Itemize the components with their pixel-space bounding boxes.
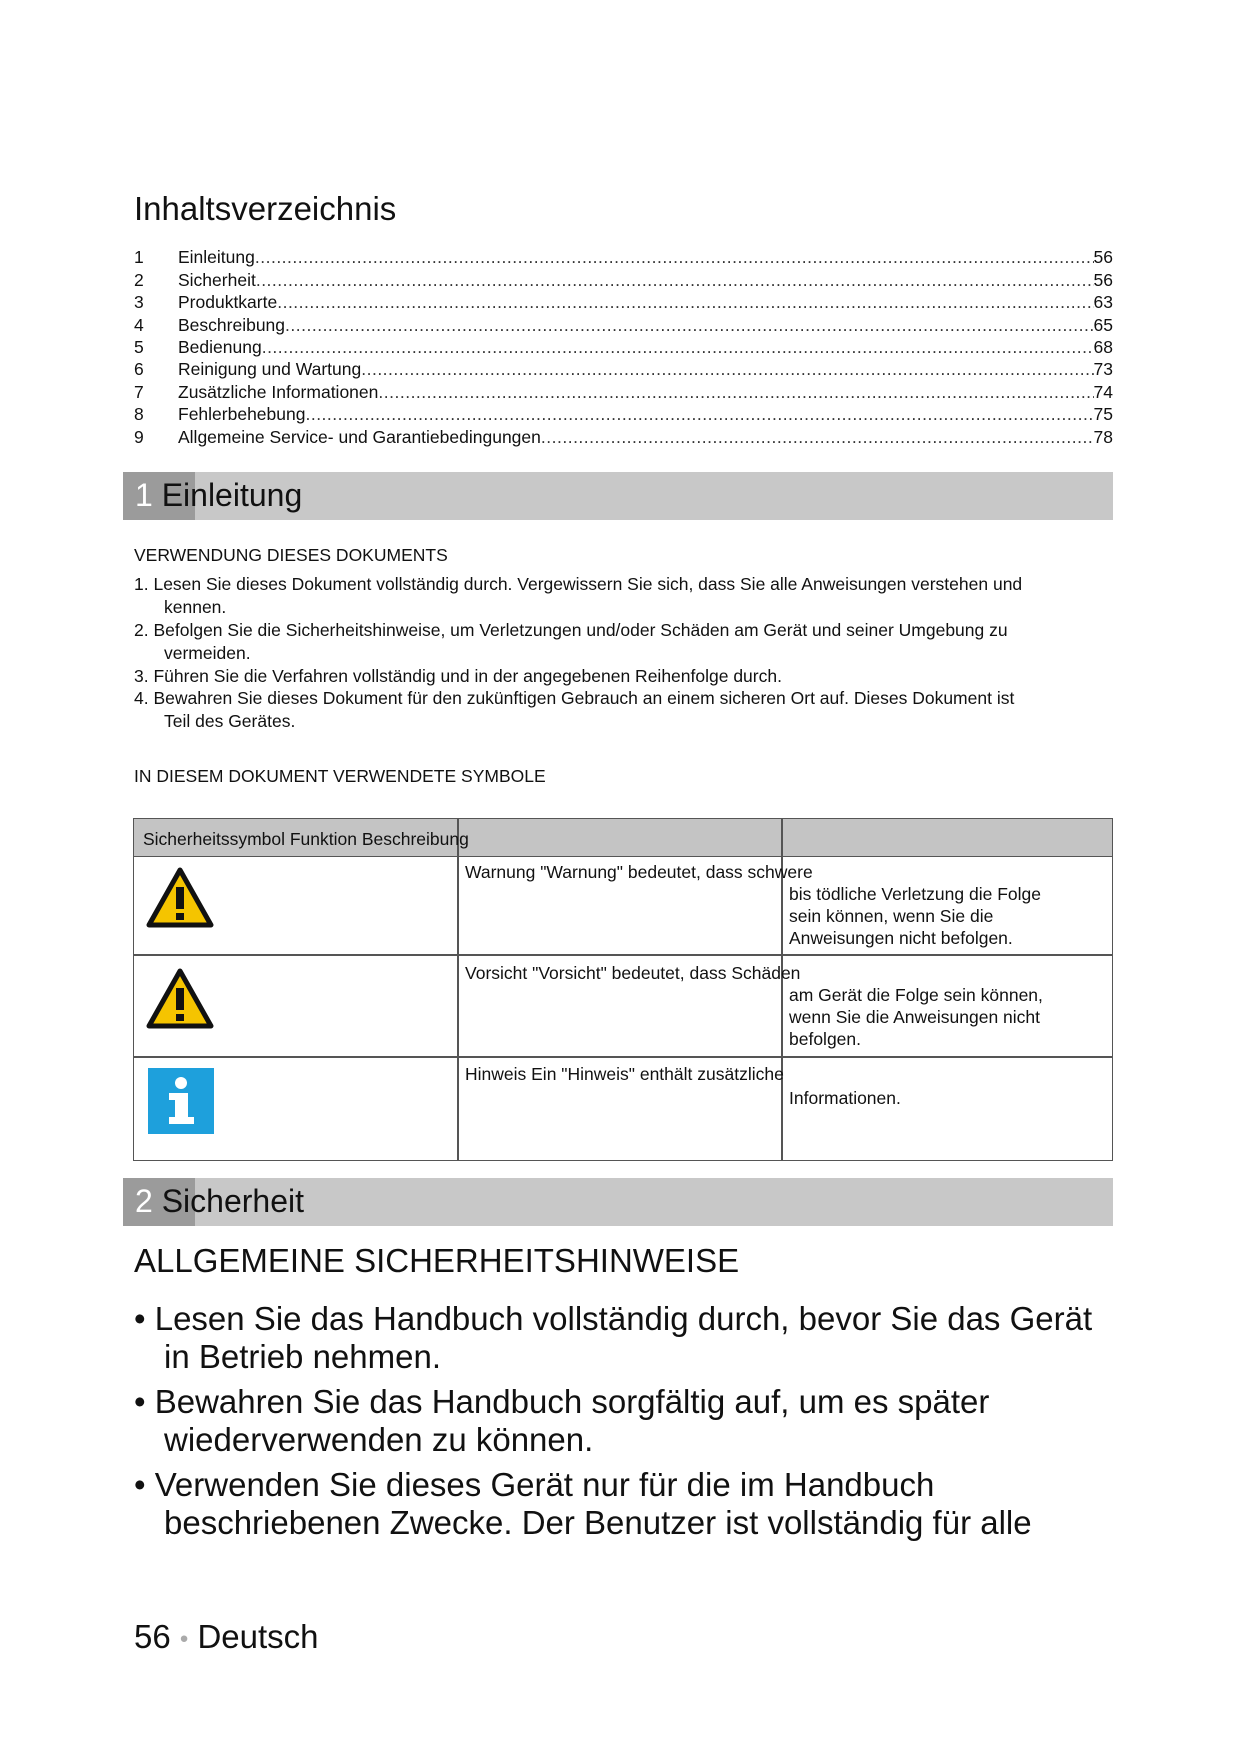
toc-entry[interactable] — [134, 337, 1113, 358]
list-item: 1. Lesen Sie dieses Dokument vollständig durch. Vergewissern Sie sich, dass Sie alle Anweisungen verstehen und kennen. — [134, 574, 1023, 617]
toc-entry[interactable] — [134, 292, 1113, 313]
toc-page: 68 — [1093, 337, 1113, 357]
symbols-heading: IN DIESEM DOKUMENT VERWENDETE SYMBOLE — [134, 766, 546, 786]
toc-page: 65 — [1093, 315, 1113, 335]
page-number: 56 — [134, 1618, 171, 1655]
section-1-number: 1 — [135, 477, 153, 513]
toc-entry[interactable] — [134, 382, 1113, 403]
toc-num: 4 — [134, 315, 144, 335]
table-cell-function: Hinweis Ein "Hinweis" enthält zusätzliche — [465, 1064, 784, 1084]
toc-entry[interactable] — [134, 315, 1113, 336]
footer-separator: • — [179, 1625, 189, 1653]
footer-language: Deutsch — [197, 1618, 319, 1655]
safety-heading: ALLGEMEINE SICHERHEITSHINWEISE — [134, 1242, 740, 1279]
toc-entry[interactable] — [134, 404, 1113, 425]
toc-label: Zusätzliche Informationen — [178, 382, 379, 402]
toc-num: 1 — [134, 247, 144, 267]
bullet-item: • Lesen Sie das Handbuch vollständig durch, bevor Sie das Gerät in Betrieb nehmen. — [134, 1300, 1093, 1375]
section-2-number: 2 — [135, 1183, 153, 1219]
toc-page: 56 — [1093, 270, 1113, 290]
toc-title: Inhaltsverzeichnis — [134, 190, 397, 227]
table-cell-description: bis tödliche Verletzung die Folge sein können, wenn Sie die Anweisungen nicht befolgen. — [789, 884, 1041, 948]
toc-num: 7 — [134, 382, 144, 402]
toc-page: 75 — [1093, 404, 1113, 424]
toc-entry[interactable] — [134, 359, 1113, 380]
table-cell-description: Informationen. — [789, 1088, 901, 1108]
table-cell-function: Warnung "Warnung" bedeutet, dass schwere — [465, 862, 813, 882]
symbols-table — [133, 818, 1113, 1161]
section-2-label: Sicherheit — [161, 1183, 304, 1219]
toc-label: Bedienung — [178, 337, 262, 357]
doc-usage-heading: VERWENDUNG DIESES DOKUMENTS — [134, 545, 448, 565]
toc-label: Beschreibung — [178, 315, 286, 335]
toc-label: Produktkarte — [178, 292, 278, 312]
info-icon — [148, 1068, 214, 1139]
toc-label: Fehlerbehebung — [178, 404, 306, 424]
toc-label: Einleitung — [178, 247, 255, 267]
toc-page: 78 — [1093, 427, 1113, 447]
toc-label: Reinigung und Wartung — [178, 359, 362, 379]
toc-num: 3 — [134, 292, 144, 312]
toc-page: 73 — [1093, 359, 1113, 379]
toc-page: 63 — [1093, 292, 1113, 312]
toc-label: Sicherheit — [178, 270, 256, 290]
bullet-item: • Verwenden Sie dieses Gerät nur für die im Handbuch beschriebenen Zwecke. Der Benutzer ist vollständig für alle — [134, 1466, 1032, 1541]
warning-icon — [146, 867, 214, 934]
toc-num: 2 — [134, 270, 144, 290]
table-header: Sicherheitssymbol Funktion Beschreibung — [143, 829, 469, 849]
toc-entry[interactable] — [134, 270, 1113, 291]
toc-entry[interactable] — [134, 427, 1113, 448]
list-item: 2. Befolgen Sie die Sicherheitshinweise, um Verletzungen und/oder Schäden am Gerät und seiner Umgebung zu vermeiden. — [134, 620, 1008, 663]
bullet-item: • Bewahren Sie das Handbuch sorgfältig auf, um es später wiederverwenden zu können. — [134, 1383, 990, 1458]
page-footer — [134, 1618, 319, 1656]
toc-page: 74 — [1093, 382, 1113, 402]
section-1-label: Einleitung — [161, 477, 303, 513]
table-cell-function: Vorsicht "Vorsicht" bedeutet, dass Schäden — [465, 963, 801, 983]
list-item: 4. Bewahren Sie dieses Dokument für den zukünftigen Gebrauch an einem sicheren Ort auf. Dieses Dokument ist Teil des Gerätes. — [134, 688, 1015, 731]
caution-icon — [146, 968, 214, 1035]
toc-num: 5 — [134, 337, 144, 357]
section-1-title — [135, 477, 302, 514]
toc-label: Allgemeine Service- und Garantiebedingungen — [178, 427, 541, 447]
toc-num: 8 — [134, 404, 144, 424]
toc-num: 9 — [134, 427, 144, 447]
toc-num: 6 — [134, 359, 144, 379]
toc-entry[interactable] — [134, 247, 1113, 268]
section-2-title — [135, 1183, 304, 1220]
toc-page: 56 — [1093, 247, 1113, 267]
table-cell-description: am Gerät die Folge sein können, wenn Sie die Anweisungen nicht befolgen. — [789, 985, 1043, 1049]
list-item: 3. Führen Sie die Verfahren vollständig und in der angegebenen Reihenfolge durch. — [134, 666, 782, 686]
